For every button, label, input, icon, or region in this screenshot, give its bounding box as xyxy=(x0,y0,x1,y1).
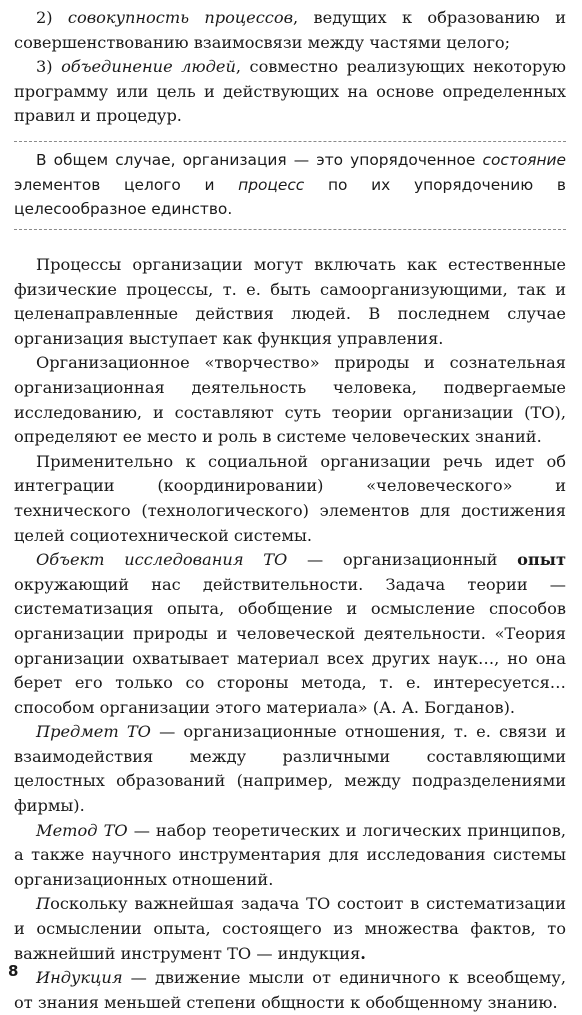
paragraph-text: оскольку важнейшая задача ТО состоит в систематизации и осмыслении опыта, состоящего из множества фактов, то важнейший инструмент ТО — индукция xyxy=(14,894,566,963)
definition-term: состояние xyxy=(482,151,566,169)
list-item-3 xyxy=(14,55,566,129)
paragraph-text: — движение мысли от единичного к всеобщему, от знания меньшей степени общности к обобщенному знанию. xyxy=(14,968,566,1012)
definition-list xyxy=(14,6,566,129)
paragraph-object xyxy=(14,548,566,720)
paragraph: Применительно к социальной организации речь идет об интеграции (координировании) «человеческого» и технического (технологического) элементов для достижения целей социотехнической системы. xyxy=(14,451,566,545)
paragraph-term: Индукция xyxy=(36,968,123,988)
list-item-number: 2) xyxy=(36,8,68,27)
paragraph: Организационное «творчество» природы и сознательная организационная деятельность человека, подвергаемые исследованию, и составляют суть теории организации (ТО), определяют ее место и роль в системе человеческих знаний. xyxy=(14,353,566,447)
list-item-text: , ведущих к образованию и совершенствованию взаимосвязи между частями целого; xyxy=(14,8,566,52)
definition-text: по их упорядочению в целесообразное единство. xyxy=(14,175,566,219)
definition-term: процесс xyxy=(238,175,305,194)
paragraph-term: Предмет ТО xyxy=(36,722,151,742)
bold-period: . xyxy=(360,943,366,963)
paragraph-text: — организационные отношения, т. е. связи и взаимодействия между различными составляющими целостных образований (например, между подразделениями фирмы). xyxy=(14,722,566,816)
paragraph-induction-task xyxy=(14,892,566,966)
paragraph-text: — организационный xyxy=(287,550,518,570)
definition-text: В общем случае, организация — это упорядоченное xyxy=(36,151,483,169)
paragraph-term: Объект исследования ТО xyxy=(36,550,288,570)
list-item-2 xyxy=(14,6,566,55)
paragraph-term: Метод ТО xyxy=(36,820,128,840)
list-item-term: объединение людей xyxy=(61,57,236,77)
paragraph-subject xyxy=(14,720,566,818)
paragraph-method xyxy=(14,819,566,893)
italic-initial: П xyxy=(36,894,51,914)
paragraph: Процессы организации могут включать как естественные физические процессы, т. е. быть самоорганизующими, так и целенаправленные действия людей. В последнем случае организация выступает как функция управления. xyxy=(14,255,566,348)
list-item-term: совокупность процессов xyxy=(67,8,294,27)
body-text xyxy=(14,253,566,1015)
definition-text: элементов целого и xyxy=(14,175,239,194)
definition-box xyxy=(14,148,566,222)
list-item-text: , совместно реализующих некоторую программу или цель и действующих на основе определенных правил и процедур. xyxy=(14,57,567,126)
paragraph-induction xyxy=(14,966,566,1015)
paragraph-text: — набор теоретических и логических принципов, а также научного инструментария для исследования системы организационных отношений. xyxy=(14,820,566,889)
page-number: 8 xyxy=(8,962,19,980)
bold-word: опыт xyxy=(517,550,566,570)
list-item-number: 3) xyxy=(36,57,62,77)
paragraph-text: окружающий нас действительности. Задача теории — систематизация опыта, обобщение и осмысление способов организации природы и человеческой деятельности. «Теория организации охватывает материал всех других наук…, но она берет его только со стороны метода, т. е. интересуется… способом организации этого материала» (А. А. Богданов). xyxy=(14,574,566,717)
bottom-dashed-divider xyxy=(14,229,566,230)
top-dashed-divider xyxy=(14,141,566,142)
